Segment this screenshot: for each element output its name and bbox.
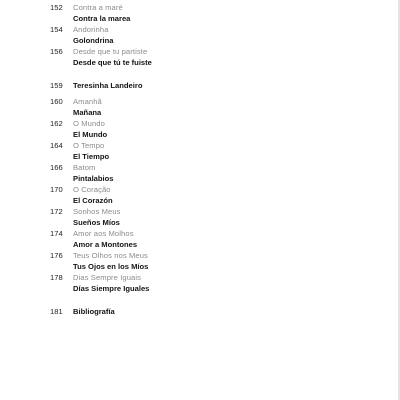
toc-original-title: O Mundo: [73, 119, 105, 128]
toc-translated-title: Sueños Míos: [73, 218, 120, 227]
toc-original-title: Dias Sempre Iguais: [73, 273, 142, 282]
toc-page-number: 174: [50, 229, 63, 238]
toc-page-number: 164: [50, 141, 63, 150]
toc-translated-title: El Mundo: [73, 130, 108, 139]
toc-original-title: Amanhã: [73, 97, 102, 106]
toc-page-number: 152: [50, 3, 63, 12]
toc-section-title: Teresinha Landeiro: [73, 81, 143, 90]
toc-section-title: Bibliografía: [73, 307, 115, 316]
toc-page-number: 172: [50, 207, 63, 216]
toc-page-number: 166: [50, 163, 63, 172]
toc-page-number: 181: [50, 307, 63, 316]
toc-original-title: Teus Olhos nos Meus: [73, 251, 148, 260]
toc-translated-title: Amor a Montones: [73, 240, 138, 249]
toc-page-number: 154: [50, 25, 63, 34]
toc-translated-title: El Tiempo: [73, 152, 110, 161]
toc-original-title: Amor aos Molhos: [73, 229, 134, 238]
toc-original-title: O Coração: [73, 185, 111, 194]
toc-translated-title: Desde que tú te fuiste: [73, 58, 152, 67]
toc-page-number: 160: [50, 97, 63, 106]
toc-original-title: Andorinha: [73, 25, 109, 34]
toc-translated-title: Pintalabios: [73, 174, 114, 183]
toc-translated-title: Mañana: [73, 108, 102, 117]
toc-original-title: O Tempo: [73, 141, 105, 150]
toc-translated-title: Golondrina: [73, 36, 114, 45]
toc-page-number: 162: [50, 119, 63, 128]
toc-original-title: Desde que tu partiste: [73, 47, 148, 56]
toc-translated-title: Contra la marea: [73, 14, 131, 23]
toc-page-number: 178: [50, 273, 63, 282]
toc-page-number: 170: [50, 185, 63, 194]
toc-page-number: 159: [50, 81, 63, 90]
toc-original-title: Sonhos Meus: [73, 207, 121, 216]
toc-page-number: 176: [50, 251, 63, 260]
toc-translated-title: Días Siempre Iguales: [73, 284, 150, 293]
toc-translated-title: El Corazón: [73, 196, 113, 205]
toc-page-number: 156: [50, 47, 63, 56]
toc-original-title: Batom: [73, 163, 96, 172]
toc-original-title: Contra a maré: [73, 3, 123, 12]
toc-translated-title: Tus Ojos en los Míos: [73, 262, 149, 271]
